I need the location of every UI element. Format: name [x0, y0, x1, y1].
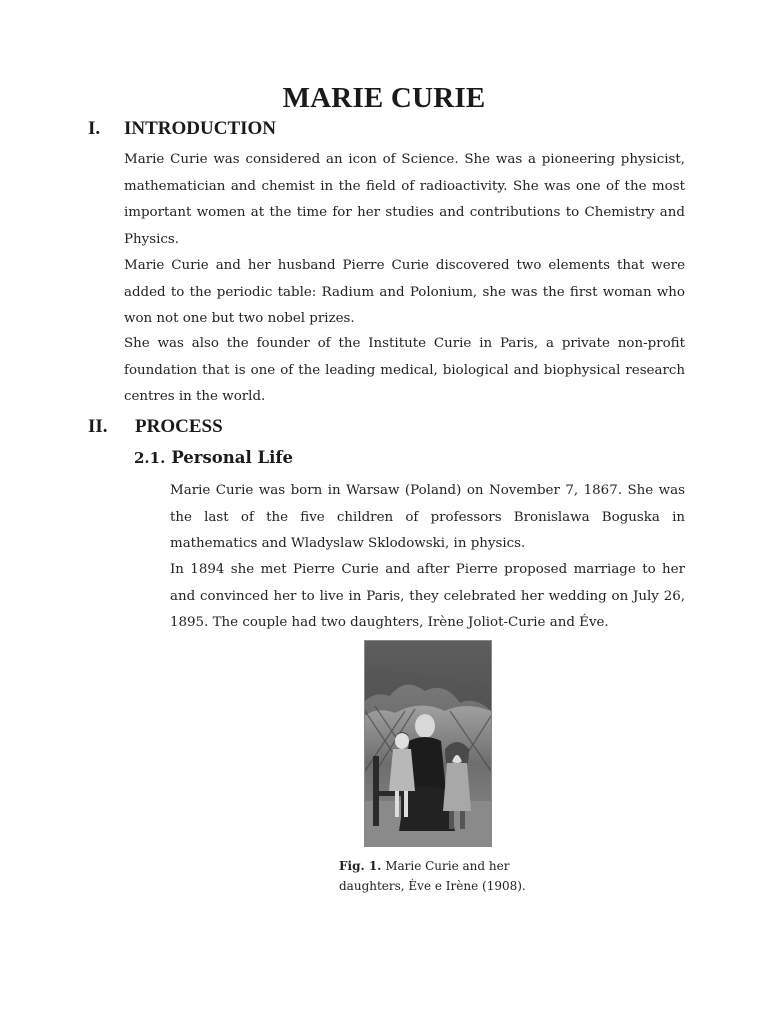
- personal-life-paragraph-2: In 1894 she met Pierre Curie and after Pierre proposed marriage to her and convinced her to live in Paris, they celebrated her wedding on July 26, 1895. The couple had two daughters, Irène Joliot-Curie and Éve.: [170, 562, 685, 630]
- figure-caption: [339, 856, 539, 896]
- intro-paragraph-3: She was also the founder of the Institute Curie in Paris, a private non-profit foundation that is one of the leading medical, biological and biophysical research centres in the world.: [124, 336, 685, 404]
- subsection-heading-personal-life: [134, 448, 293, 467]
- section-number: II.: [88, 416, 108, 437]
- intro-paragraph-1: Marie Curie was considered an icon of Science. She was a pioneering physicist, mathematician and chemist in the field of radioactivity. She was one of the most important women at the time for her studies and contributions to Chemistry and Physics.: [124, 152, 685, 247]
- personal-life-paragraph-1: Marie Curie was born in Warsaw (Poland) on November 7, 1867. She was the last of the five children of professors Bronislawa Boguska in mathematics and Wladyslaw Sklodowski, in physics.: [170, 483, 685, 551]
- figure-caption-text: Marie Curie and her daughters, Ève e Irène (1908).: [339, 859, 526, 893]
- section-heading-introduction: [88, 118, 276, 140]
- page-title: MARIE CURIE: [282, 82, 486, 114]
- subsection-title: Personal Life: [171, 448, 293, 467]
- section-title: INTRODUCTION: [124, 118, 277, 139]
- subsection-number: 2.1.: [134, 449, 166, 467]
- section-title: PROCESS: [135, 416, 223, 437]
- curie-family-photo: [364, 640, 492, 847]
- section-heading-process: [88, 416, 223, 438]
- section-number: I.: [88, 118, 101, 139]
- intro-paragraph-2: Marie Curie and her husband Pierre Curie discovered two elements that were added to the periodic table: Radium and Polonium, she was the first woman who won not one but two nobel prizes.: [124, 258, 685, 326]
- photo-image: [365, 641, 491, 846]
- figure-label: Fig. 1.: [339, 859, 382, 873]
